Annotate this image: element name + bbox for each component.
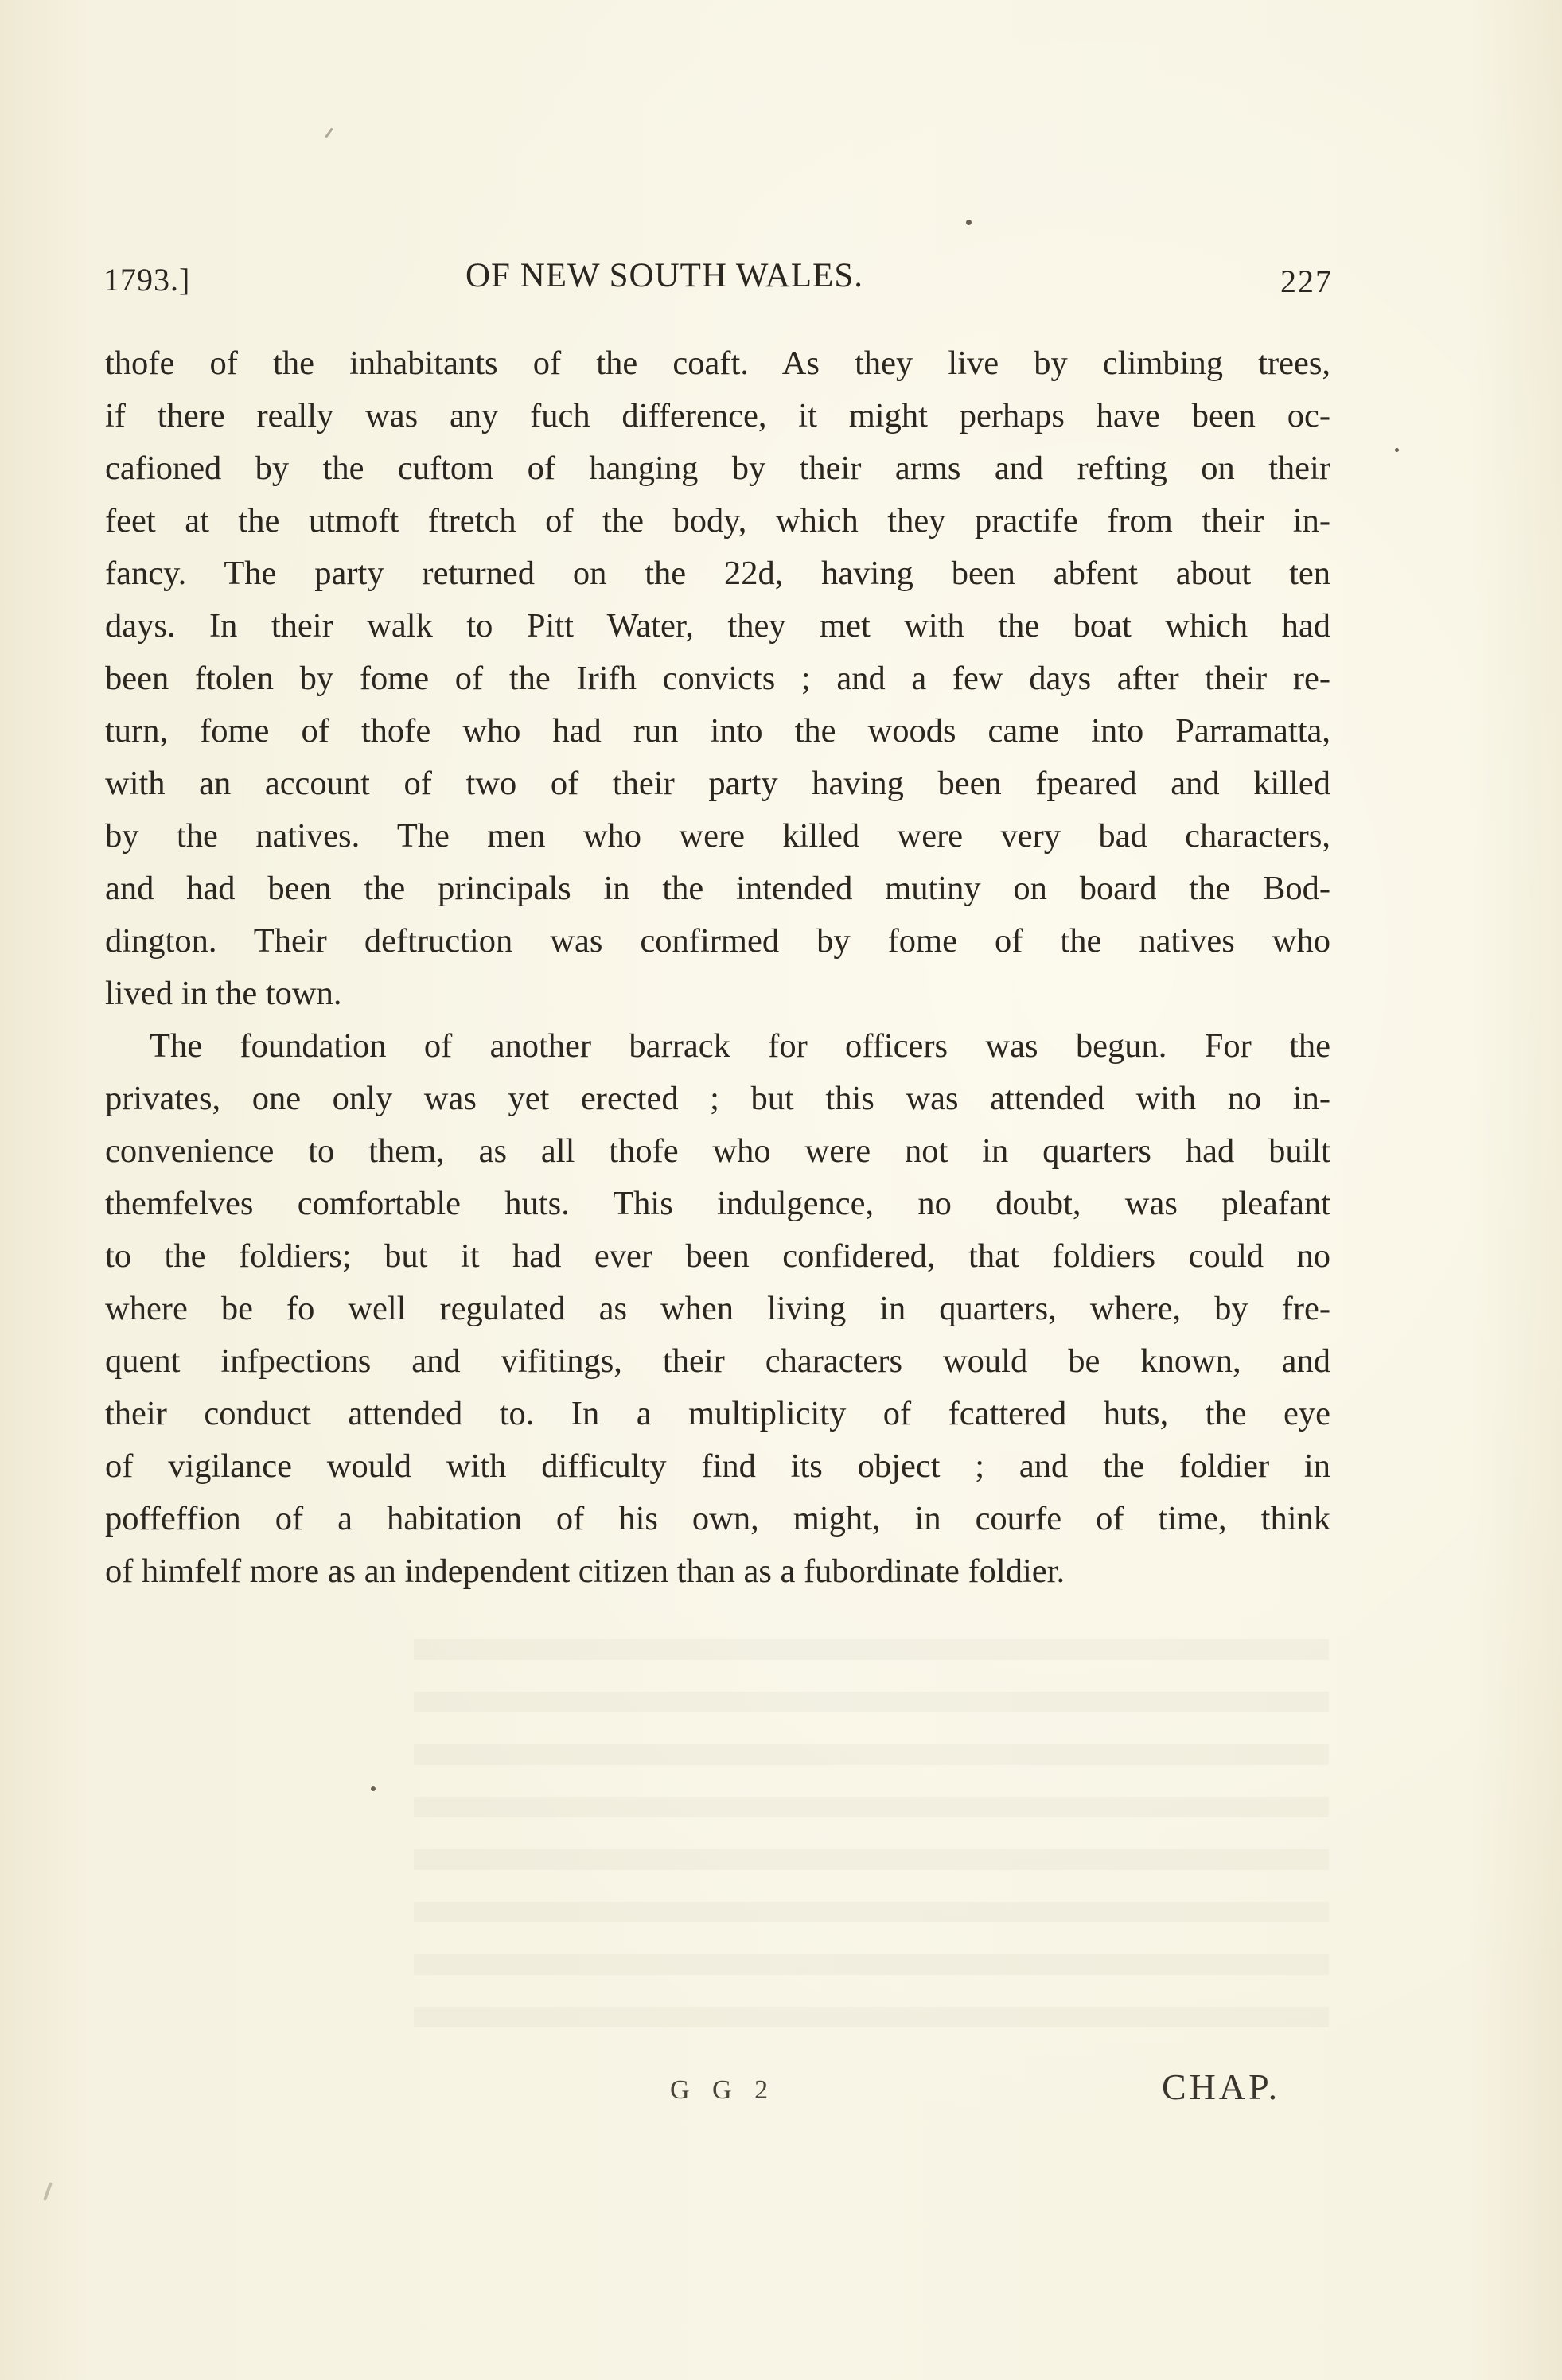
text-line: privates, one only was yet erected ; but this was attended with no in- [105,1080,1330,1117]
running-head [103,256,1333,304]
text-line: of vigilance would with difficulty find its object ; and the foldier in [105,1447,1330,1485]
paragraph [105,337,1330,1020]
text-line: their conduct attended to. In a multiplicity of fcattered huts, the eye [105,1395,1330,1432]
signature-mark: G G 2 [670,2075,777,2105]
text-line: to the foldiers; but it had ever been confidered, that foldiers could no [105,1237,1330,1275]
ink-speck [325,127,333,138]
text-line: convenience to them, as all thofe who were not in quarters had built [105,1132,1330,1170]
catchword: CHAP. [1162,2066,1281,2107]
text-line: and had been the principals in the intended mutiny on board the Bod- [105,870,1330,907]
page-number: 227 [1280,263,1333,299]
running-head-year: 1793.] [103,262,191,298]
ink-speck [43,2182,53,2201]
running-head-title: OF NEW SOUTH WALES. [465,257,863,294]
text-line: where be fo well regulated as when living in quarters, where, by fre- [105,1290,1330,1327]
text-line: The foundation of another barrack for officers was begun. For the [150,1027,1330,1065]
text-line: feet at the utmoft ftretch of the body, which they practife from their in- [105,502,1330,539]
text-line: quent infpections and vifitings, their characters would be known, and [105,1342,1330,1380]
paragraph [105,1020,1330,1598]
text-line: if there really was any fuch difference, it might perhaps have been oc- [105,397,1330,434]
text-line: been ftolen by fome of the Irifh convicts ; and a few days after their re- [105,660,1330,697]
text-line: thofe of the inhabitants of the coaft. As they live by climbing trees, [105,345,1330,382]
ink-speck [371,1786,376,1791]
text-line: themfelves comfortable huts. This indulgence, no doubt, was pleafant [105,1185,1330,1222]
text-line: cafioned by the cuftom of hanging by their arms and refting on their [105,450,1330,487]
text-line: poffeffion of a habitation of his own, might, in courfe of time, think [105,1500,1330,1537]
text-line: with an account of two of their party having been fpeared and killed [105,765,1330,802]
text-line: turn, fome of thofe who had run into the woods came into Parramatta, [105,712,1330,750]
text-line: of himfelf more as an independent citizen than as a fubordinate foldier. [105,1552,1065,1590]
ink-speck [966,220,972,225]
text-line: dington. Their deftruction was confirmed by fome of the natives who [105,922,1330,960]
text-line: lived in the town. [105,975,342,1012]
body-text [105,337,1330,1598]
text-line: days. In their walk to Pitt Water, they met with the boat which had [105,607,1330,645]
show-through-block [414,1639,1329,2053]
ink-speck [1395,448,1399,452]
text-line: fancy. The party returned on the 22d, having been abfent about ten [105,555,1330,592]
text-line: by the natives. The men who were killed were very bad characters, [105,817,1330,855]
